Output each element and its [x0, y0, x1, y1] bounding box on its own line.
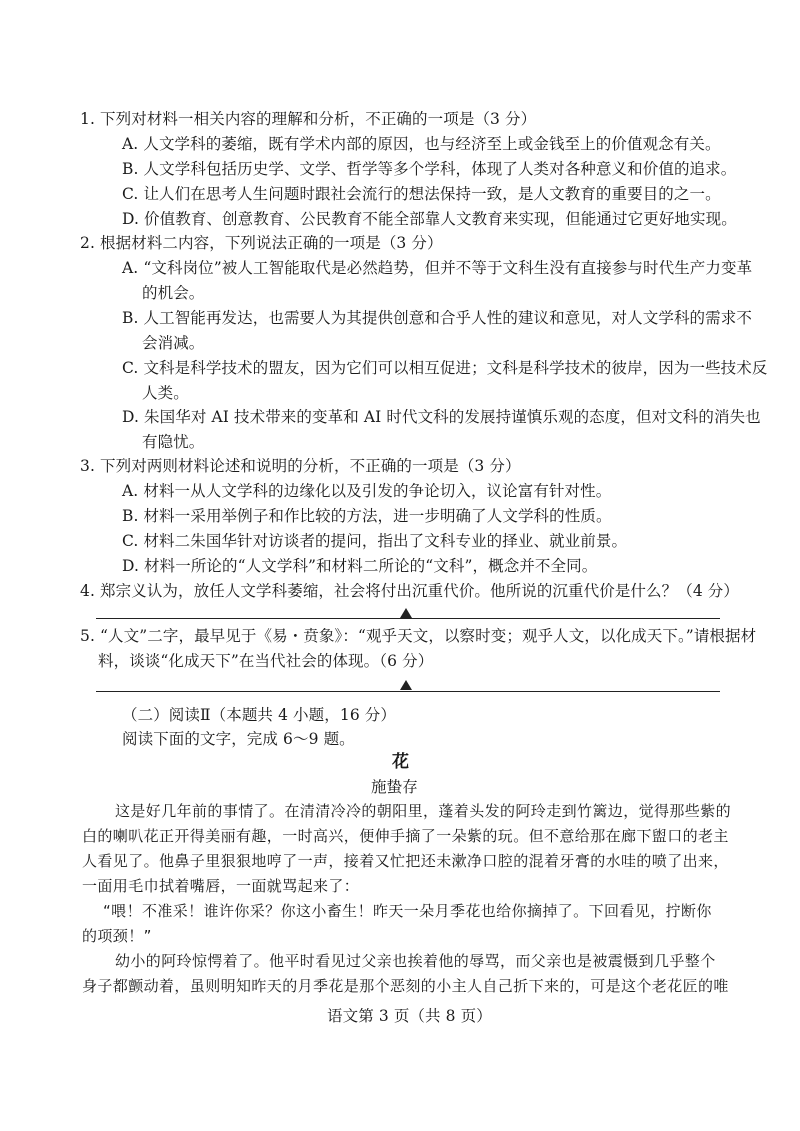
- story-title: 花: [392, 752, 410, 772]
- story-line-8: 身子都颤动着，虽则明知昨天的月季花是那个恶刻的小主人自己折下来的，可是这个老花匠的唯: [82, 977, 729, 995]
- q1-option-d: D. 价值教育、创意教育、公民教育不能全部靠人文教育来实现，但能通过它更好地实现。: [122, 210, 737, 228]
- q4-stem: 4. 郑宗义认为，放任人文学科萎缩，社会将付出沉重代价。他所说的沉重代价是什么？（4 分）: [80, 582, 740, 600]
- q1-stem: 1. 下列对材料一相关内容的理解和分析，不正确的一项是（3 分）: [80, 110, 537, 128]
- answer-line-q4[interactable]: [96, 618, 720, 619]
- q3-option-d: D. 材料一所论的“人文学科”和材料二所论的“文科”，概念并不全同。: [122, 557, 598, 575]
- q1-option-b: B. 人文学科包括历史学、文学、哲学等多个学科，体现了人类对各种意义和价值的追求。: [122, 160, 737, 178]
- q5-stem-line1: 5. “人文”二字，最早见于《易・贲象》：“观乎天文，以察时变；观乎人文，以化成天下。”请根据材: [80, 627, 757, 645]
- story-line-6: 的项颈！”: [82, 927, 152, 945]
- page-footer: 语文第 3 页（共 8 页）: [327, 1007, 492, 1025]
- q3-stem: 3. 下列对两则材料论述和说明的分析，不正确的一项是（3 分）: [80, 457, 521, 475]
- q3-option-c: C. 材料二朱国华针对访谈者的提问，指出了文科专业的择业、就业前景。: [122, 532, 628, 550]
- q1-option-c: C. 让人们在思考人生问题时跟社会流行的想法保持一致，是人文教育的重要目的之一。: [122, 185, 721, 203]
- story-line-3: 人看见了。他鼻子里狠狠地哼了一声，接着又忙把还未漱净口腔的混着牙膏的水哇的喷了出来，: [82, 852, 729, 870]
- q2-option-c-line1: C. 文科是科学技术的盟友，因为它们可以相互促进；文科是科学技术的彼岸，因为一些技术反: [122, 359, 768, 377]
- story-line-7: 幼小的阿玲惊愕着了。他平时看见过父亲也挨着他的辱骂，而父亲也是被震慑到几乎整个: [115, 952, 716, 970]
- story-line-2: 白的喇叭花正开得美丽有趣，一时高兴，便伸手摘了一朵紫的玩。但不意给那在廊下盥口的老主: [82, 827, 729, 845]
- q2-option-d-line1: D. 朱国华对 AI 技术带来的变革和 AI 时代文科的发展持谨慎乐观的态度，但对文科的消失也: [122, 408, 761, 426]
- story-line-5: “喂！不准采！谁许你采？你这小畜生！昨天一朵月季花也给你摘掉了。下回看见，拧断你: [103, 902, 712, 920]
- q2-option-b-line1: B. 人工智能再发达，也需要人为其提供创意和合乎人性的建议和意见，对人文学科的需求不: [122, 309, 752, 327]
- q2-option-a-line1: A. “文科岗位”被人工智能取代是必然趋势，但并不等于文科生没有直接参与时代生产力变革: [122, 259, 753, 277]
- story-line-4: 一面用毛巾拭着嘴唇，一面就骂起来了：: [82, 877, 360, 895]
- q2-option-a-line2: 的机会。: [142, 284, 205, 302]
- section-heading: （二）阅读Ⅱ（本题共 4 小题，16 分）: [122, 706, 397, 724]
- story-author: 施蛰存: [371, 778, 418, 796]
- answer-line-q5[interactable]: [96, 691, 720, 692]
- answer-mark-q4: [400, 608, 412, 618]
- q5-stem-line2: 料，谈谈“化成天下”在当代社会的体现。（6 分）: [98, 652, 434, 670]
- answer-mark-q5: [400, 680, 412, 690]
- q2-option-d-line2: 有隐忧。: [142, 433, 205, 451]
- q2-stem: 2. 根据材料二内容，下列说法正确的一项是（3 分）: [80, 234, 443, 252]
- q3-option-b: B. 材料一采用举例子和作比较的方法，进一步明确了人文学科的性质。: [122, 507, 612, 525]
- q2-option-b-line2: 会消减。: [142, 334, 205, 352]
- q3-option-a: A. 材料一从人文学科的边缘化以及引发的争论切入，议论富有针对性。: [122, 482, 612, 500]
- q2-option-c-line2: 人类。: [142, 384, 189, 402]
- q1-option-a: A. 人文学科的萎缩，既有学术内部的原因，也与经济至上或金钱至上的价值观念有关。: [122, 135, 721, 153]
- story-line-1: 这是好几年前的事情了。在清清冷冷的朝阳里，蓬着头发的阿玲走到竹篱边，觉得那些紫的: [115, 802, 732, 820]
- section-instruction: 阅读下面的文字，完成 6～9 题。: [122, 730, 355, 748]
